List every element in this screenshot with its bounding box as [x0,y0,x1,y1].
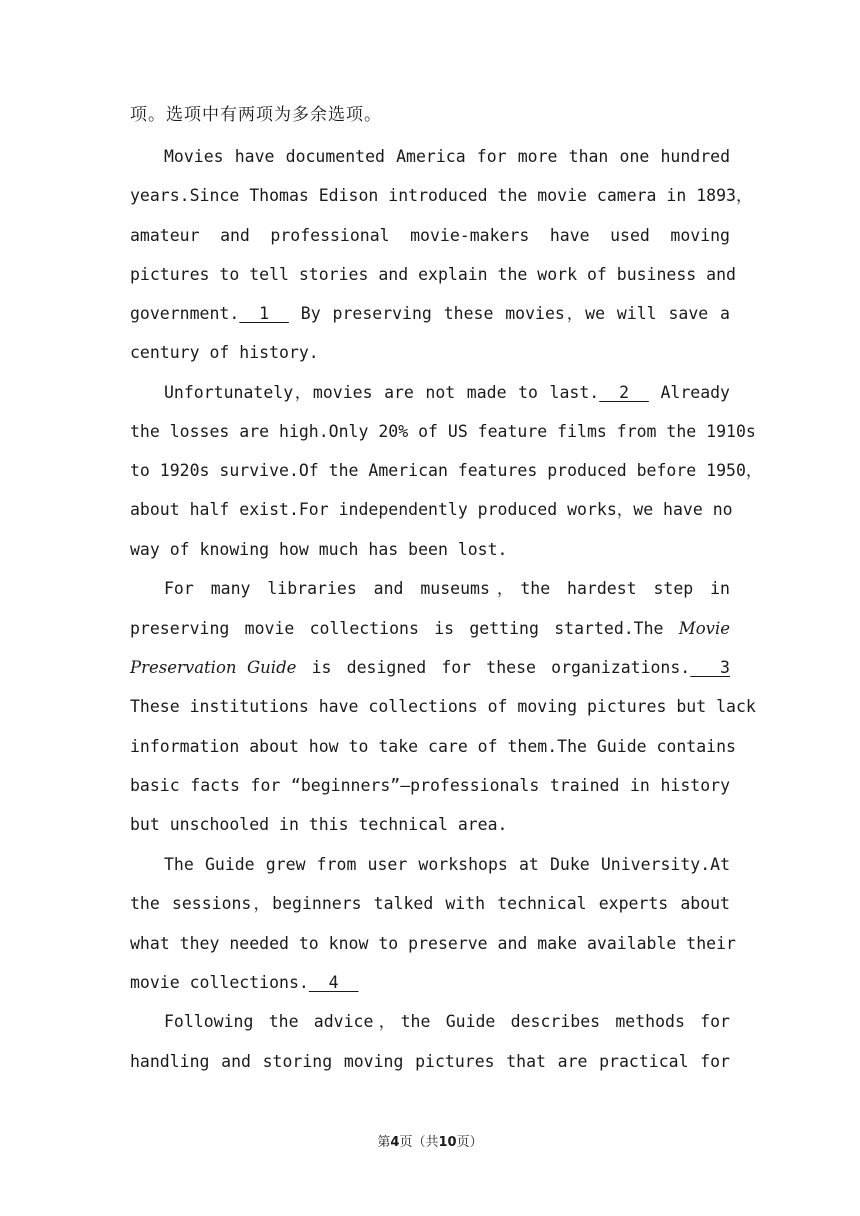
text-line: the sessions，beginners talked with technical experts about [130,894,730,913]
italic-title: Movie [678,619,730,638]
text-line: These institutions have collections of moving pictures but lack [130,697,756,716]
text-line: but unschooled in this technical area. [130,815,508,834]
text-fragment: government. [130,304,240,323]
text-line: about half exist.For independently produced works，we have no [130,500,733,519]
text-fragment: Already [648,383,730,402]
footer-page-number: 4 [390,1135,400,1150]
text-line [130,381,730,405]
italic-title: Preservation Guide [130,658,297,677]
text-fragment: movie collections. [130,973,309,992]
text-fragment: By preserving these movies，we will save a [288,304,730,323]
intro-line: 项。选项中有两项为多余选项。 [130,105,382,125]
text-line: the losses are high.Only 20% of US feature films from the 1910s [130,422,756,441]
blank-3: 3 [690,658,730,677]
text-fragment: is designed for these organizations. [296,658,691,677]
text-line [130,302,730,326]
text-line: Movies have documented America for more than one hundred [164,147,730,166]
text-line: amateur and professional movie-makers have used moving [130,226,730,245]
footer-mid: 页（共 [399,1135,439,1150]
blank-4: 4 [308,973,359,992]
text-line [130,971,730,995]
page-footer [0,1131,860,1150]
text-line: way of knowing how much has been lost. [130,540,508,559]
text-line: years.Since Thomas Edison introduced the movie camera in 1893， [130,186,753,205]
text-line: The Guide grew from user workshops at Duke University.At [164,855,730,874]
text-line: For many libraries and museums，the hardest step in [164,579,730,598]
footer-prefix: 第 [377,1135,391,1150]
text-line [130,617,730,641]
text-line: handling and storing moving pictures that are practical for [130,1052,730,1071]
text-line: century of history. [130,343,319,362]
footer-suffix: 页） [456,1135,483,1150]
text-line: basic facts for “beginners”—professionals trained in history [130,776,730,795]
text-line: what they needed to know to preserve and make available their [130,934,736,953]
blank-1: 1 [239,304,289,323]
text-line: Following the advice，the Guide describes methods for [164,1012,730,1031]
text-line: to 1920s survive.Of the American features produced before 1950， [130,461,763,480]
text-fragment: Unfortunately，movies are not made to last. [164,383,600,402]
text-line: pictures to tell stories and explain the work of business and [130,265,736,284]
text-fragment: preserving movie collections is getting started.The [130,619,679,638]
text-line: information about how to take care of them.The Guide contains [130,737,736,756]
footer-total-pages: 10 [438,1135,457,1150]
blank-2: 2 [599,383,649,402]
text-line [130,656,730,680]
